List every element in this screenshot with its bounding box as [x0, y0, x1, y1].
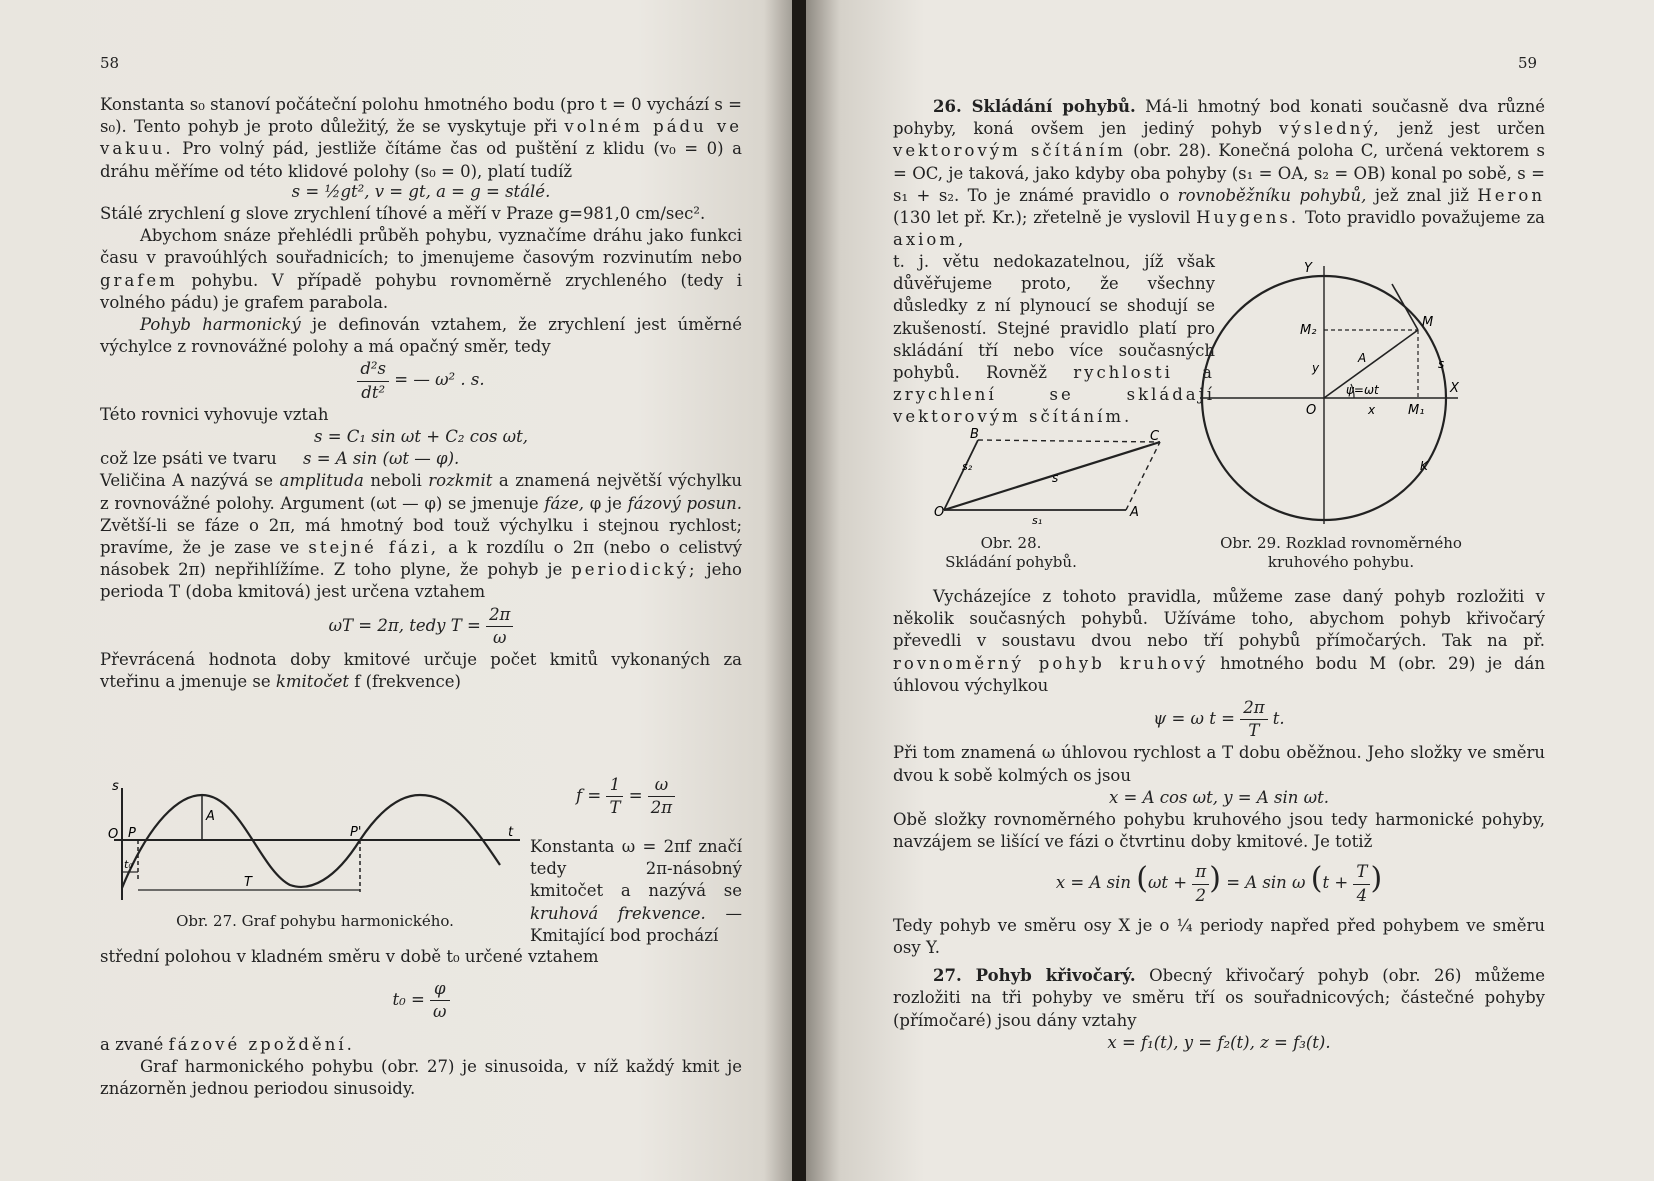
right-page [806, 0, 1654, 1181]
paragraph: Abychom snáze přehlédli průběh pohybu, vyznačíme dráhu jako funkci času v pravoúhlých souřadnicích; to jmenujeme časovým rozvinutím nebo grafem pohybu. V případě pohybu rovnoměrně zrychleného (tedy i volného pádu) je grafem parabola. [100, 226, 743, 312]
figure-29-circle [1196, 262, 1466, 527]
equation-frequency: f = $\frac{1}{T}$ = $\frac{\omega}{2\pi}$ [576, 774, 746, 819]
equation-delay: t₀ = $\frac{\varphi}{\omega}$ [100, 978, 742, 1023]
label-s1: s₁ [1032, 514, 1043, 527]
label-m1: M₁ [1408, 403, 1425, 418]
dash-bc [978, 440, 1160, 442]
label-s: s [1438, 357, 1445, 371]
label-m2: M₂ [1300, 323, 1317, 338]
equation: s = C₁ sin ωt + C₂ cos ωt, [314, 427, 528, 447]
label-x: x [1368, 403, 1376, 417]
right-text-bottom [893, 586, 1545, 1054]
label-s: s [1052, 471, 1059, 485]
label-y: y [1312, 361, 1320, 375]
label-t: t [508, 825, 514, 840]
label-b: B [970, 427, 979, 442]
paragraph: což lze psáti ve tvaru s = A sin (ωt — φ). [100, 449, 460, 469]
figure-28-caption: Obr. 28. Skládání pohybů. [945, 534, 1077, 571]
equation: s = ½gt², v = gt, a = g = stálé. [291, 181, 551, 201]
equation-components: x = A cos ωt, y = A sin ωt. [1109, 787, 1329, 807]
equation-harmonic: $\frac{\text{d²s}}{\text{dt²}}$ = — ω² . s. [100, 358, 742, 403]
page-number-left: 58 [100, 54, 120, 72]
left-page [0, 0, 796, 1181]
paragraph: střední polohou v kladném směru v době t₀ určené vztahem [100, 947, 599, 966]
label-period: T [244, 875, 252, 890]
label-psi: ψ=ωt [1346, 383, 1379, 397]
label-s: s [112, 779, 119, 794]
figure-29-caption: Obr. 29. Rozklad rovnoměrného kruhového pohybu. [1220, 534, 1462, 571]
figure-27-sine-graph [110, 780, 530, 910]
label-o: O [1306, 403, 1317, 418]
paragraph: Této rovnici vyhovuje vztah [100, 404, 329, 424]
paragraph: Veličina A nazývá se amplituda neboli rozkmit a znamená největší výchylku z rovnovážné polohy. Argument (ωt — φ) se jmenuje fáze, φ je fázový posun. Zvětší-li se fáze o 2π, má hmotný bod touž výchylku i stejnou rychlost; pravíme, že je zase ve stejné fázi, a k rozdílu o 2π (nebo o celistvý násobek 2π) nepřihlížíme. Z toho plyne, že pohyb je periodický; jeho perioda T (doba kmitová) jest určena vztahem [100, 471, 743, 602]
label-a: A [1358, 351, 1367, 365]
paragraph: Vycházejíce z tohoto pravidla, můžeme zase daný pohyb rozložiti v několik současných pohybů. Užíváme toho, abychom pohyb křivočarý převedli v soustavu dvou nebo tří pohybů přímočarých. Tak na př. rovnoměrný pohyb kruhový hmotného bodu M (obr. 29) je dán úhlovou výchylkou [893, 587, 1545, 695]
label-t0: t₀ [124, 858, 133, 871]
equation-period: ωT = 2π, tedy T = $\frac{2\pi}{\omega}$ [100, 604, 742, 649]
paragraph: Převrácená hodnota doby kmitové určuje počet kmitů vykonaných za vteřinu a jmenuje se kmitočet f (frekvence) [100, 650, 742, 692]
label-s2: s₂ [962, 460, 973, 473]
label-y-axis: Y [1304, 261, 1312, 276]
paragraph: a zvané fázové zpoždění. [100, 1034, 355, 1054]
label-o: O [108, 827, 119, 842]
paragraph: Konstanta ω = 2πf značí tedy 2π-násobný kmitočet a nazývá se kruhová frekvence. — Kmitající bod prochází [530, 837, 743, 945]
label-x-axis: X [1450, 381, 1459, 396]
left-text-top [100, 94, 742, 693]
label-k: K [1420, 459, 1428, 473]
paragraph: 27. Pohyb křivočarý. Obecný křivočarý pohyb (obr. 26) můžeme rozložiti na tři pohyby ve směru tří os souřadnicových; částečné pohyby (přímočaré) jsou dány vztahy [893, 966, 1546, 1030]
figure-28-parallelogram [934, 428, 1164, 528]
label-p2: P' [350, 825, 362, 840]
equation-curvilinear: x = f₁(t), y = f₂(t), z = f₃(t). [1107, 1032, 1331, 1052]
label-a: A [206, 809, 215, 824]
label-m: M [1422, 315, 1434, 330]
equation-phase: x = A sin (ωt + $\frac{\pi}{2}$ ) = A sin ω (t + $\frac{T}{4}$ ) [1055, 861, 1383, 905]
vector-s2 [944, 440, 978, 510]
paragraph: Konstanta s₀ stanoví počáteční polohu hmotného bodu (pro t = 0 vychází s = s₀). Tento pohyb je proto důležitý, že se vyskytuje při volném pádu ve vakuu. Pro volný pád, jestliže čítáme čas od puštění z klidu (v₀ = 0) a dráhu měříme od této klidové polohy (s₀ = 0), platí tudíž [100, 95, 742, 181]
equation-angle: ψ = ω t = $\frac{2\pi}{T}$ t. [1153, 698, 1285, 741]
paragraph: Stálé zrychlení g slove zrychlení tíhové a měří v Praze g=981,0 cm/sec². [100, 204, 706, 224]
sine-curve [122, 795, 500, 888]
label-p: P [128, 826, 136, 841]
page-number-right: 59 [1518, 54, 1538, 72]
paragraph: Pohyb harmonický je definován vztahem, že zrychlení jest úměrné výchylce z rovnovážné polohy a má opačný směr, tedy [100, 315, 742, 357]
label-o: O [934, 505, 945, 520]
right-text-narrow [893, 251, 1215, 429]
paragraph: Tedy pohyb ve směru osy X je o ¼ periody napřed před pohybem ve směru osy Y. [893, 915, 1545, 958]
label-a: A [1130, 505, 1139, 520]
figure-27-caption: Obr. 27. Graf pohybu harmonického. [176, 912, 454, 930]
paragraph: Graf harmonického pohybu (obr. 27) je sinusoida, v níž každý kmit je znázorněn jednou periodou sinusoidy. [100, 1056, 742, 1099]
paragraph: Obě složky rovnoměrného pohybu kruhového jsou tedy harmonické pohyby, navzájem se lišící ve fázi o čtvrtinu doby kmitové. Je totiž [893, 810, 1545, 852]
left-text-side [530, 836, 742, 947]
velocity-arrow [1392, 284, 1418, 330]
paragraph: Při tom znamená ω úhlovou rychlost a T dobu oběžnou. Jeho složky ve směru dvou k sobě kolmých os jsou [893, 743, 1545, 785]
label-c: C [1150, 429, 1160, 444]
paragraph: 26. Skládání pohybů. Má-li hmotný bod konati současně dva různé pohyby, koná ovšem jen jediný pohyb výsledný, jenž jest určen vektorovým sčítáním (obr. 28). Konečná poloha C, určená vektorem s = OC, je taková, jako kdyby oba pohyby (s₁ = OA, s₂ = OB) konal po sobě, s = s₁ + s₂. To je známé pravidlo o rovnoběžníku pohybů, jež znal již Heron (130 let př. Kr.); zřetelně je vyslovil Huygens. Toto pravidlo považujeme za axiom, [893, 97, 1545, 250]
left-text-bottom [100, 946, 742, 1100]
right-text-top [893, 96, 1545, 251]
paragraph: t. j. větu nedokazatelnou, jíž však důvěřujeme proto, že všechny důsledky z ní plynoucí se shodují se zkušeností. Stejné pravidlo platí pro skládání tří nebo více současných pohybů. Rovněž rychlosti a zrychlení se skládají vektorovým sčítáním. [893, 252, 1216, 427]
